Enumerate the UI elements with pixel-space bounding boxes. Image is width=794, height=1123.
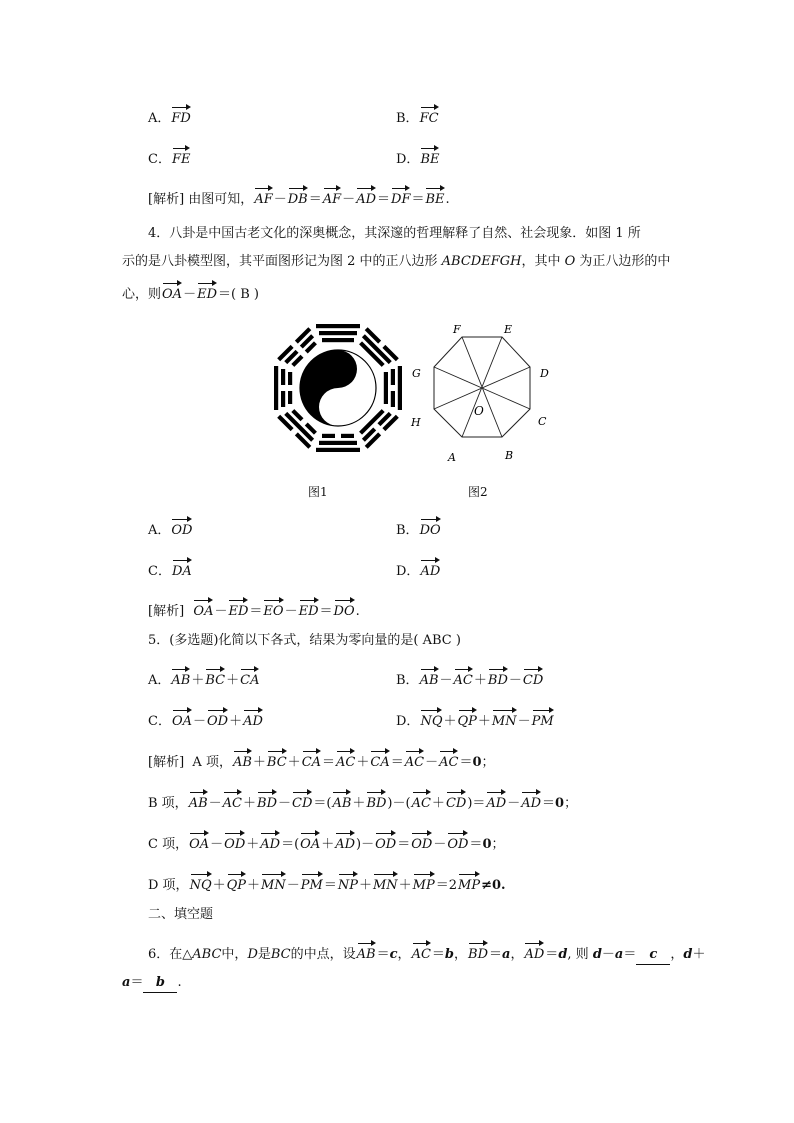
- vector: AD: [524, 940, 544, 964]
- q5-option-c: C．OA－OD＋AD: [148, 707, 264, 731]
- segment-name: BC: [270, 947, 291, 962]
- vector: ED: [299, 597, 319, 621]
- vector: OD: [207, 707, 228, 731]
- trigram-line-solid: [274, 366, 278, 410]
- text: 的中点，设: [290, 947, 356, 962]
- q5-analysis-c: C 项，OA－OD＋AD＝(OA＋AD)－OD＝OD－OD＝0；: [148, 830, 505, 854]
- option-label: A．: [148, 523, 171, 538]
- vector: BD: [488, 666, 508, 690]
- q3-analysis: [解析] 由图可知，AF－DB＝AF－AD＝DF＝BE.: [148, 185, 450, 209]
- trigram-line-broken: [391, 391, 395, 407]
- trigram-line-broken: [288, 391, 292, 404]
- vector: OD: [411, 830, 432, 854]
- trigram-line-broken: [288, 372, 292, 385]
- vector: DB: [288, 185, 308, 209]
- q4-stem-line3: 心，则OA－ED＝( B ): [122, 280, 259, 304]
- vector: AF: [254, 185, 272, 209]
- vector: AD: [420, 557, 440, 581]
- vector: AB: [189, 789, 208, 813]
- answer-blank-1: c: [636, 946, 670, 965]
- variable: d: [592, 947, 602, 962]
- vector: CD: [292, 789, 312, 813]
- option-label: A．: [148, 673, 171, 688]
- variable: a: [614, 947, 624, 962]
- q6-line1: 6．在△ABC中，D是BC的中点，设AB＝c，AC＝b，BD＝a，AD＝d, 则 d－a＝ c ，d＋: [148, 940, 706, 965]
- vector: AD: [486, 789, 506, 813]
- vector: OA: [172, 707, 192, 731]
- vector: DA: [172, 557, 192, 581]
- trigram: [274, 366, 292, 410]
- option-label: D．: [396, 152, 420, 167]
- item-label: C 项，: [148, 837, 189, 852]
- vector: BD: [468, 940, 488, 964]
- vertex-label-b: B: [505, 449, 514, 462]
- vector: EO: [263, 597, 283, 621]
- vector: PM: [301, 871, 323, 895]
- text: ，其中: [521, 254, 565, 269]
- trigram-line-broken: [281, 391, 285, 407]
- item-label: A 项，: [192, 755, 232, 770]
- option-label: C．: [148, 714, 171, 729]
- vector: AB: [357, 940, 376, 964]
- vector: BC: [267, 748, 287, 772]
- vector: DF: [391, 185, 410, 209]
- q4-analysis: [解析] OA－ED＝EO－ED＝DO.: [148, 597, 360, 621]
- vector: BC: [205, 666, 225, 690]
- triangle-name: ABC: [192, 947, 222, 962]
- vector: CD: [446, 789, 466, 813]
- q4-option-b: [396, 516, 442, 540]
- option-label: A．: [148, 111, 171, 126]
- q3-option-a: [148, 104, 192, 128]
- vector: AC: [454, 666, 473, 690]
- center-label-o: O: [474, 404, 484, 418]
- vertex-label-a: A: [448, 451, 456, 464]
- vector: MN: [492, 707, 517, 731]
- bagua-figure: [270, 320, 406, 456]
- octagon-figure: [405, 322, 555, 467]
- trigram-line-broken: [281, 369, 285, 385]
- vector: AB: [420, 666, 439, 690]
- variable: a: [122, 975, 131, 990]
- trigram-line-solid: [316, 324, 360, 328]
- q3-option-b: [396, 104, 440, 128]
- vector: DO: [420, 516, 441, 540]
- vector: AC: [439, 748, 458, 772]
- q5-option-a: A．AB＋BC＋CA: [148, 666, 260, 690]
- trigram-line-solid: [398, 366, 402, 410]
- answer-bracket: ＝( B ): [218, 287, 259, 302]
- section-title: 二、填空题: [148, 907, 214, 922]
- vector: AD: [335, 830, 355, 854]
- vector: FE: [172, 145, 191, 169]
- text: 则: [575, 947, 593, 962]
- variable: d: [558, 947, 568, 962]
- analysis-tag: [解析]: [148, 755, 185, 770]
- q5-option-d: D．NQ＋QP＋MN－PM: [396, 707, 555, 731]
- vector: AD: [260, 830, 280, 854]
- q3-option-d: [396, 145, 440, 169]
- trigram-line-broken: [322, 434, 335, 438]
- taiji-dark-dot: [333, 364, 343, 374]
- q4-option-d: [396, 557, 441, 581]
- vector: AB: [171, 666, 190, 690]
- option-label: D．: [396, 564, 420, 579]
- vector: NP: [338, 871, 358, 895]
- text: 是: [257, 947, 271, 962]
- nonzero-result: ≠0.: [481, 878, 506, 893]
- vector: FD: [171, 104, 190, 128]
- vector: AC: [412, 940, 431, 964]
- q3-option-c: [148, 145, 191, 169]
- option-label: B．: [396, 111, 419, 126]
- zero-vector: 0: [482, 837, 492, 852]
- vector: QP: [227, 871, 246, 895]
- variable: a: [502, 947, 511, 962]
- variable: c: [389, 947, 398, 962]
- vector: DO: [334, 597, 355, 621]
- text: 为正八边形的中: [575, 254, 671, 269]
- trigram-line-solid: [319, 331, 357, 335]
- figure1-caption: 图1: [308, 485, 328, 499]
- vector: MN: [261, 871, 286, 895]
- text: 6．在△: [148, 947, 193, 962]
- q4-stem-line1: 4．八卦是中国古老文化的深奥概念，其深邃的哲理解释了自然、社会现象．如图 1 所: [148, 226, 641, 241]
- q6-line2: a＝ b .: [122, 974, 182, 993]
- vector: CA: [370, 748, 389, 772]
- trigram-line-broken: [391, 369, 395, 385]
- vector: PM: [532, 707, 554, 731]
- text: 心，则: [122, 287, 162, 302]
- vector: AD: [521, 789, 541, 813]
- item-label: D 项，: [148, 878, 189, 893]
- q5-analysis-d: D 项，NQ＋QP＋MN－PM＝NP＋MN＋MP＝2MP≠0.: [148, 871, 506, 895]
- zero-vector: 0: [472, 755, 482, 770]
- text: 示的是八卦模型图，其平面图形记为图 2 中的正八边形: [122, 254, 442, 269]
- vector: AC: [336, 748, 355, 772]
- option-label: D．: [396, 714, 420, 729]
- vector: AC: [412, 789, 431, 813]
- vector: AB: [332, 789, 351, 813]
- trigram-line-solid: [316, 448, 360, 452]
- option-label: C．: [148, 564, 171, 579]
- trigram-line-solid: [322, 338, 354, 342]
- vector: OA: [193, 597, 213, 621]
- vector: BD: [366, 789, 386, 813]
- option-label: B．: [396, 673, 419, 688]
- vector: OA: [300, 830, 320, 854]
- vector: AC: [405, 748, 424, 772]
- vector: CA: [240, 666, 259, 690]
- q4-stem-line2: [122, 253, 670, 271]
- vector: QP: [458, 707, 477, 731]
- text: 中，: [221, 947, 248, 962]
- q4-option-a: [148, 516, 193, 540]
- vector: BE: [420, 145, 439, 169]
- q5-stem: 5．(多选题)化简以下各式，结果为零向量的是( ABC ): [148, 633, 461, 648]
- vector: MN: [373, 871, 398, 895]
- vertex-label-e: E: [504, 323, 513, 336]
- vector: NQ: [190, 871, 212, 895]
- vector: AB: [233, 748, 252, 772]
- vector: OD: [375, 830, 396, 854]
- vertex-label-c: C: [538, 415, 547, 428]
- point-name: D: [247, 947, 258, 962]
- trigram: [316, 324, 360, 342]
- q5-option-b: B．AB－AC＋BD－CD: [396, 666, 544, 690]
- q5-analysis-b: B 项，AB－AC＋BD－CD＝(AB＋BD)－(AC＋CD)＝AD－AD＝0；: [148, 789, 577, 813]
- vertex-label-d: D: [540, 367, 549, 380]
- vertex-label-f: F: [453, 323, 461, 336]
- option-label: C．: [148, 152, 171, 167]
- taiji-light-dot: [333, 402, 343, 412]
- trigram-line-broken: [341, 434, 354, 438]
- vector: ED: [228, 597, 248, 621]
- vector: MP: [458, 871, 480, 895]
- vertex-label-g: G: [412, 367, 421, 380]
- figure2-caption: 图2: [468, 485, 488, 499]
- answer-blank-2: b: [143, 974, 177, 993]
- trigram-line-solid: [384, 372, 388, 404]
- analysis-tag: [解析]: [148, 604, 185, 619]
- analysis-tag: [解析]: [148, 192, 185, 207]
- vector: OD: [447, 830, 468, 854]
- vector: NQ: [420, 707, 442, 731]
- vector: BD: [257, 789, 277, 813]
- vector: MP: [413, 871, 435, 895]
- vector: FC: [420, 104, 439, 128]
- variable: d: [683, 947, 693, 962]
- q4-option-c: [148, 557, 193, 581]
- vector: BE: [425, 185, 444, 209]
- q5-analysis-a: [解析] A 项，AB＋BC＋CA＝AC＋CA＝AC－AC＝0；: [148, 748, 495, 772]
- polygon-name: ABCDEFGH: [441, 254, 522, 269]
- item-label: B 项，: [148, 796, 188, 811]
- trigram: [384, 366, 402, 410]
- vertex-label-h: H: [411, 416, 421, 429]
- option-label: B．: [396, 523, 419, 538]
- vector: AD: [243, 707, 263, 731]
- variable: b: [444, 947, 455, 962]
- trigram-line-solid: [319, 441, 357, 445]
- vector: AC: [223, 789, 242, 813]
- vector: OD: [224, 830, 245, 854]
- center-name: O: [564, 254, 576, 269]
- vector: OA: [162, 280, 182, 304]
- vector: CD: [523, 666, 543, 690]
- vector: ED: [197, 280, 217, 304]
- vector: OD: [171, 516, 192, 540]
- zero-vector: 0: [555, 796, 565, 811]
- trigram: [316, 434, 360, 452]
- vector: AD: [356, 185, 376, 209]
- vector: AF: [323, 185, 341, 209]
- vector: CA: [302, 748, 321, 772]
- vector: OA: [189, 830, 209, 854]
- analysis-text: 由图可知，: [188, 192, 254, 207]
